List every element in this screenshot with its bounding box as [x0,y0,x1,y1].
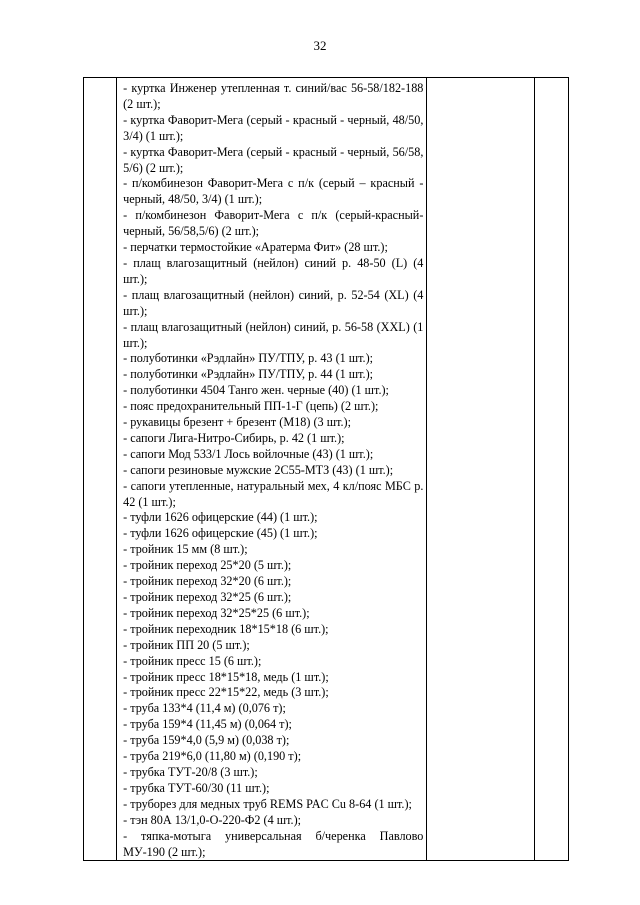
list-item: - тройник переход 32*20 (6 шт.); [123,574,292,589]
list-item: - куртка Инженер утепленная т. синий/вас 56-58/182-188 (2 шт.); [123,81,424,111]
list-item: - тройник 15 мм (8 шт.); [123,542,248,557]
list-item: - плащ влагозащитный (нейлон) синий р. 48-50 (L) (4 шт.); [123,255,424,286]
list-item: - тяпка-мотыга универсальная б/черенка Павлово МУ-190 (2 шт.); [123,828,424,859]
items-list [117,78,426,860]
list-item: - тройник пресс 22*15*22, медь (3 шт.); [123,685,329,700]
list-item: - труба 159*4 (11,45 м) (0,064 т); [123,717,292,732]
list-item: - полуботинки 4504 Танго жен. черные (40) (1 шт.); [123,383,389,398]
list-item: - тройник переходник 18*15*18 (6 шт.); [123,621,329,636]
inventory-table [83,77,569,861]
list-item: - пояс предохранительный ПП-1-Г (цепь) (2 шт.); [123,399,379,414]
list-item: - сапоги Лига-Нитро-Сибирь, р. 42 (1 шт.); [123,430,345,445]
list-item: - тройник переход 25*20 (5 шт.); [123,558,292,573]
list-item: - плащ влагозащитный (нейлон) синий, р. 56-58 (XXL) (1 шт.); [123,319,424,350]
list-item: - тэн 80А 13/1,0-О-220-Ф2 (4 шт.); [123,812,302,827]
list-item: - труба 133*4 (11,4 м) (0,076 т); [123,701,286,716]
empty-cell [427,78,534,861]
list-item: - туфли 1626 офицерские (45) (1 шт.); [123,526,318,541]
number-cell [84,78,117,861]
list-item: - рукавицы брезент + брезент (М18) (3 шт.); [123,415,351,430]
table-row [84,78,569,861]
list-item: - полуботинки «Рэдлайн» ПУ/ТПУ, р. 44 (1 шт.); [123,367,374,382]
list-item: - тройник переход 32*25*25 (6 шт.); [123,605,310,620]
list-item: - труборез для медных труб REMS PAC Cu 8-64 (1 шт.); [123,796,412,811]
empty-cell [534,78,568,861]
list-item: - куртка Фаворит-Мега (серый - красный - черный, 48/50, 3/4) (1 шт.); [123,112,424,143]
page-number: 32 [313,38,327,53]
list-item: - сапоги резиновые мужские 2С55-МТЗ (43) (1 шт.); [123,462,394,477]
list-item: - сапоги утепленные, натуральный мех, 4 кл/пояс МБС р. 42 (1 шт.); [123,478,424,509]
list-item: - труба 159*4,0 (5,9 м) (0,038 т); [123,733,290,748]
list-item: - п/комбинезон Фаворит-Мега с п/к (серый – красный - черный, 48/50, 3/4) (1 шт.); [123,176,424,207]
list-item: - тройник переход 32*25 (6 шт.); [123,590,292,604]
list-item: - тройник пресс 15 (6 шт.); [123,653,262,668]
list-item: - полуботинки «Рэдлайн» ПУ/ТПУ, р. 43 (1 шт.); [123,351,374,366]
list-item: - п/комбинезон Фаворит-Мега с п/к (серый-красный-черный, 56/58,5/6) (2 шт.); [123,208,424,239]
list-item: - трубка ТУТ-60/30 (11 шт.); [123,780,270,795]
list-item: - куртка Фаворит-Мега (серый - красный - черный, 56/58, 5/6) (2 шт.); [123,144,424,175]
list-item: - тройник пресс 18*15*18, медь (1 шт.); [123,669,329,684]
list-item: - перчатки термостойкие «Аратерма Фит» (28 шт.); [123,240,388,255]
list-item: - туфли 1626 офицерские (44) (1 шт.); [123,510,318,525]
list-item: - тройник ПП 20 (5 шт.); [123,637,250,652]
list-item: - сапоги Мод 533/1 Лось войлочные (43) (1 шт.); [123,446,374,461]
list-item: - трубка ТУТ-20/8 (3 шт.); [123,764,258,779]
list-item: - плащ влагозащитный (нейлон) синий, р. 52-54 (XL) (4 шт.); [123,287,424,318]
list-item: - труба 219*6,0 (11,80 м) (0,190 т); [123,749,302,764]
items-cell [117,78,427,861]
